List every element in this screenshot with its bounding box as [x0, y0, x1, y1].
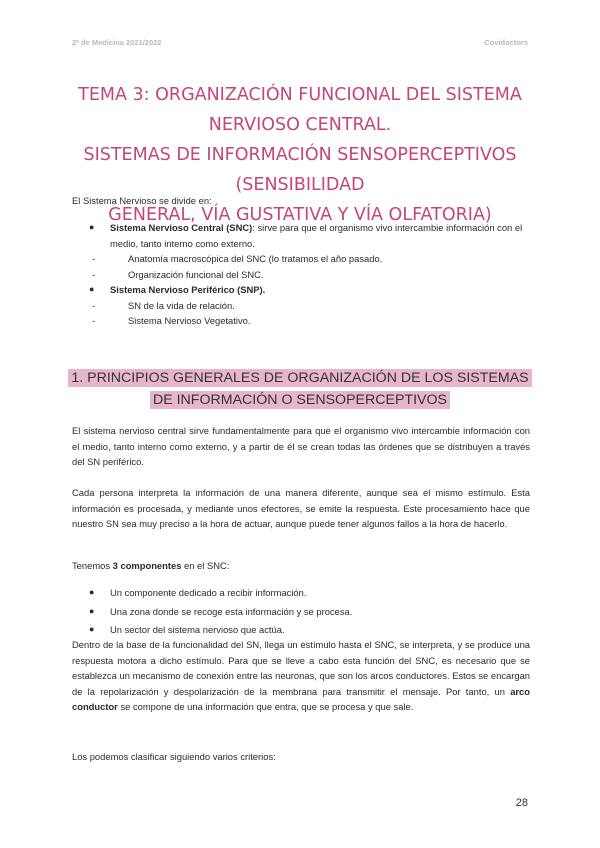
- bullet-icon: ●: [89, 222, 95, 232]
- section-heading: [60, 367, 540, 411]
- sub-list-item: - Anatomía macroscópica del SNC (lo tratamos el año pasado.: [72, 251, 532, 267]
- dash-icon: -: [92, 315, 96, 326]
- sub-list-item: - Organización funcional del SNC.: [72, 267, 532, 283]
- paragraph: El sistema nervioso central sirve fundamentalmente para que el organismo vivo intercambie información con el medio, tanto interno como externo, y a partir de él se crean todas las órdenes que se distribuyen a través del SN periférico.: [72, 425, 530, 467]
- dash-icon: -: [92, 299, 96, 311]
- section-heading-line-2: DE INFORMACIÓN O SENSOPERCEPTIVOS: [150, 391, 450, 409]
- paragraph: Los podemos clasificar siguiendo varios criterios:: [72, 751, 276, 762]
- bullet-icon: ●: [89, 624, 95, 634]
- term-snc: Sistema Nervioso Central (SNC): [110, 222, 253, 233]
- section-heading-line-1: 1. PRINCIPIOS GENERALES DE ORGANIZACIÓN DE LOS SISTEMAS: [68, 369, 531, 387]
- title-line-2: SISTEMAS DE INFORMACIÓN SENSOPERCEPTIVOS (SENSIBILIDAD: [83, 145, 517, 195]
- sub-list-item: - Sistema Nervioso Vegetativo.: [72, 313, 532, 329]
- sub-list-item: - SN de la vida de relación.: [72, 298, 532, 314]
- list-item: [72, 220, 532, 282]
- list-item: ● Una zona donde se recoge esta información y se procesa.: [72, 604, 532, 620]
- components-list: [72, 585, 532, 641]
- bullet-icon: ●: [89, 284, 95, 294]
- bullet-icon: ●: [89, 587, 95, 597]
- paragraph: Cada persona interpreta la información de una manera diferente, aunque sea el mismo estímulo. Esta información es procesada, y mediante unos efectores, se emite la respuesta. Este procesamiento hace que nuestro SN sea muy preciso a la hora de actuar, aunque puede tener algunos fallos a la hora de hacerlo.: [72, 487, 530, 529]
- nervous-system-divisions: [72, 220, 532, 329]
- paragraph: Dentro de la base de la funcionalidad del SN, llega un estímulo hasta el SNC, se interpreta, y se produce una respuesta motora a dicho estímulo. Para que se lleve a cabo esta función del SNC, es necesario que se establezca un mecanismo de conexión entre las neuronas, que son los arcos conductores. Estos se encargan de la repolarización y despolarización de la membrana para transmitir el mensaje. Por tanto, un arco conductor se compone de una información que entra, que se procesa y que sale.: [72, 639, 530, 712]
- dash-icon: -: [92, 253, 96, 264]
- page-number: 28: [515, 797, 528, 809]
- list-item: ● Un sector del sistema nervioso que actúa.: [72, 622, 532, 638]
- list-item: [72, 282, 532, 329]
- intro-text: El Sistema Nervioso se divide en:: [72, 195, 212, 206]
- header-course: 2º de Medicina 2021/2022: [72, 38, 162, 47]
- paragraph: Tenemos 3 componentes en el SNC:: [72, 560, 230, 571]
- term-snc-description: : sirve para que el organismo vivo intercambie información con el medio, tanto interno como externo.: [110, 222, 523, 249]
- dash-icon: -: [92, 268, 96, 280]
- title-line-3: GENERAL, VÍA GUSTATIVA Y VÍA OLFATORIA): [108, 205, 492, 225]
- term-snp: Sistema Nervioso Periférico (SNP).: [110, 284, 266, 295]
- list-item: ● Un componente dedicado a recibir información.: [72, 585, 532, 601]
- bullet-icon: ●: [89, 605, 95, 616]
- header-group: Covidoctors: [484, 38, 528, 47]
- title-line-1: TEMA 3: ORGANIZACIÓN FUNCIONAL DEL SISTEMA NERVIOSO CENTRAL.: [78, 85, 522, 135]
